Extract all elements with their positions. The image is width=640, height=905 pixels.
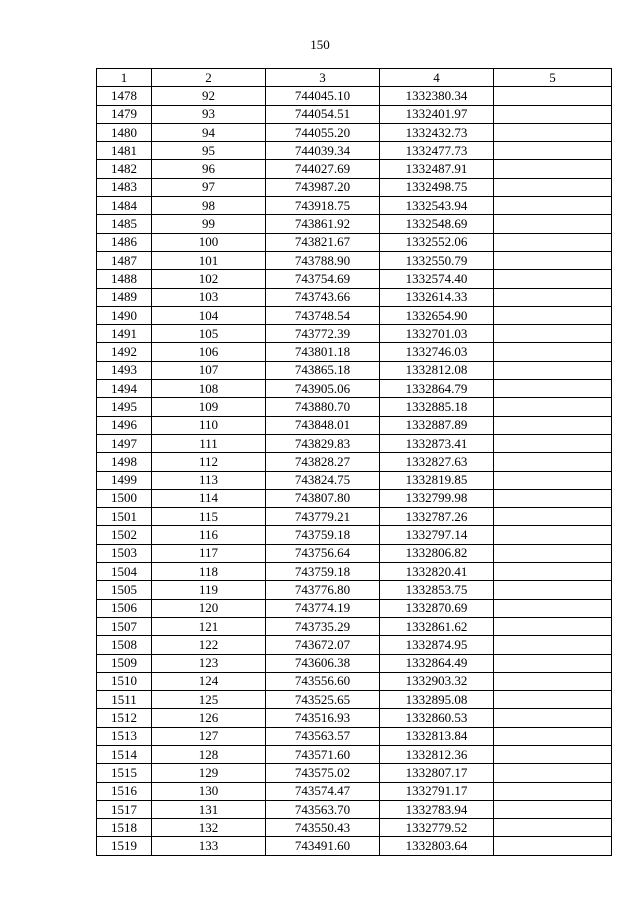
table-row [97,160,612,178]
note-cell [494,87,612,105]
note-cell [494,142,612,160]
note-cell [494,617,612,635]
y-coordinate-cell: 1332860.53 [380,709,494,727]
x-coordinate-cell: 743575.02 [266,764,380,782]
y-coordinate-cell: 1332654.90 [380,306,494,324]
y-coordinate-cell: 1332550.79 [380,251,494,269]
y-coordinate-cell: 1332812.08 [380,361,494,379]
y-coordinate-cell: 1332746.03 [380,343,494,361]
note-cell [494,654,612,672]
row-number-cell: 1479 [97,105,152,123]
row-number-cell: 1489 [97,288,152,306]
table-row [97,764,612,782]
point-number-cell: 104 [152,306,266,324]
row-number-cell: 1502 [97,526,152,544]
table-row [97,306,612,324]
row-number-cell: 1500 [97,489,152,507]
note-cell [494,178,612,196]
table-row [97,800,612,818]
point-number-cell: 97 [152,178,266,196]
y-coordinate-cell: 1332813.84 [380,727,494,745]
note-cell [494,398,612,416]
row-number-cell: 1498 [97,453,152,471]
y-coordinate-cell: 1332827.63 [380,453,494,471]
x-coordinate-cell: 743861.92 [266,215,380,233]
note-cell [494,471,612,489]
point-number-cell: 126 [152,709,266,727]
y-coordinate-cell: 1332807.17 [380,764,494,782]
y-coordinate-cell: 1332701.03 [380,325,494,343]
point-number-cell: 109 [152,398,266,416]
table-row [97,654,612,672]
x-coordinate-cell: 743743.66 [266,288,380,306]
column-header: 4 [380,69,494,87]
note-cell [494,837,612,855]
row-number-cell: 1496 [97,416,152,434]
row-number-cell: 1513 [97,727,152,745]
x-coordinate-cell: 743880.70 [266,398,380,416]
row-number-cell: 1504 [97,563,152,581]
row-number-cell: 1514 [97,745,152,763]
row-number-cell: 1483 [97,178,152,196]
y-coordinate-cell: 1332797.14 [380,526,494,544]
point-number-cell: 131 [152,800,266,818]
y-coordinate-cell: 1332783.94 [380,800,494,818]
x-coordinate-cell: 743563.70 [266,800,380,818]
point-number-cell: 100 [152,233,266,251]
y-coordinate-cell: 1332873.41 [380,434,494,452]
point-number-cell: 98 [152,197,266,215]
x-coordinate-cell: 743759.18 [266,526,380,544]
point-number-cell: 111 [152,434,266,452]
table-row [97,691,612,709]
row-number-cell: 1501 [97,508,152,526]
point-number-cell: 128 [152,745,266,763]
x-coordinate-cell: 743801.18 [266,343,380,361]
row-number-cell: 1494 [97,380,152,398]
x-coordinate-cell: 743574.47 [266,782,380,800]
table-row [97,434,612,452]
point-number-cell: 124 [152,672,266,690]
x-coordinate-cell: 743788.90 [266,251,380,269]
y-coordinate-cell: 1332861.62 [380,617,494,635]
note-cell [494,672,612,690]
x-coordinate-cell: 743606.38 [266,654,380,672]
point-number-cell: 102 [152,270,266,288]
table-row [97,599,612,617]
x-coordinate-cell: 743829.83 [266,434,380,452]
table-row [97,489,612,507]
y-coordinate-cell: 1332887.89 [380,416,494,434]
table-row [97,398,612,416]
note-cell [494,343,612,361]
point-number-cell: 113 [152,471,266,489]
row-number-cell: 1484 [97,197,152,215]
x-coordinate-cell: 743525.65 [266,691,380,709]
table-row [97,581,612,599]
y-coordinate-cell: 1332812.36 [380,745,494,763]
x-coordinate-cell: 743550.43 [266,819,380,837]
x-coordinate-cell: 743776.80 [266,581,380,599]
point-number-cell: 116 [152,526,266,544]
y-coordinate-cell: 1332806.82 [380,544,494,562]
x-coordinate-cell: 743754.69 [266,270,380,288]
y-coordinate-cell: 1332787.26 [380,508,494,526]
row-number-cell: 1491 [97,325,152,343]
y-coordinate-cell: 1332552.06 [380,233,494,251]
x-coordinate-cell: 743905.06 [266,380,380,398]
x-coordinate-cell: 743848.01 [266,416,380,434]
note-cell [494,800,612,818]
x-coordinate-cell: 743516.93 [266,709,380,727]
point-number-cell: 103 [152,288,266,306]
note-cell [494,508,612,526]
table-row [97,251,612,269]
x-coordinate-cell: 743779.21 [266,508,380,526]
x-coordinate-cell: 743821.67 [266,233,380,251]
point-number-cell: 123 [152,654,266,672]
row-number-cell: 1482 [97,160,152,178]
y-coordinate-cell: 1332380.34 [380,87,494,105]
note-cell [494,489,612,507]
note-cell [494,288,612,306]
row-number-cell: 1478 [97,87,152,105]
row-number-cell: 1506 [97,599,152,617]
x-coordinate-cell: 743824.75 [266,471,380,489]
column-header: 5 [494,69,612,87]
row-number-cell: 1510 [97,672,152,690]
point-number-cell: 118 [152,563,266,581]
table-row [97,197,612,215]
row-number-cell: 1505 [97,581,152,599]
table-row [97,819,612,837]
note-cell [494,727,612,745]
x-coordinate-cell: 743735.29 [266,617,380,635]
point-number-cell: 119 [152,581,266,599]
table-row [97,142,612,160]
row-number-cell: 1503 [97,544,152,562]
note-cell [494,563,612,581]
table-row [97,617,612,635]
x-coordinate-cell: 743491.60 [266,837,380,855]
point-number-cell: 114 [152,489,266,507]
note-cell [494,782,612,800]
x-coordinate-cell: 743987.20 [266,178,380,196]
table-row [97,636,612,654]
table-row [97,837,612,855]
y-coordinate-cell: 1332853.75 [380,581,494,599]
coordinates-table [96,68,612,856]
x-coordinate-cell: 743563.57 [266,727,380,745]
table-row [97,361,612,379]
y-coordinate-cell: 1332895.08 [380,691,494,709]
point-number-cell: 112 [152,453,266,471]
y-coordinate-cell: 1332487.91 [380,160,494,178]
row-number-cell: 1490 [97,306,152,324]
table-row [97,105,612,123]
point-number-cell: 106 [152,343,266,361]
row-number-cell: 1480 [97,123,152,141]
x-coordinate-cell: 743571.60 [266,745,380,763]
x-coordinate-cell: 743828.27 [266,453,380,471]
row-number-cell: 1511 [97,691,152,709]
point-number-cell: 99 [152,215,266,233]
row-number-cell: 1512 [97,709,152,727]
table-row [97,727,612,745]
row-number-cell: 1517 [97,800,152,818]
row-number-cell: 1509 [97,654,152,672]
row-number-cell: 1507 [97,617,152,635]
y-coordinate-cell: 1332432.73 [380,123,494,141]
note-cell [494,745,612,763]
x-coordinate-cell: 743756.64 [266,544,380,562]
note-cell [494,819,612,837]
y-coordinate-cell: 1332903.32 [380,672,494,690]
note-cell [494,215,612,233]
note-cell [494,764,612,782]
note-cell [494,599,612,617]
x-coordinate-cell: 743865.18 [266,361,380,379]
y-coordinate-cell: 1332614.33 [380,288,494,306]
note-cell [494,361,612,379]
row-number-cell: 1492 [97,343,152,361]
point-number-cell: 93 [152,105,266,123]
y-coordinate-cell: 1332548.69 [380,215,494,233]
row-number-cell: 1499 [97,471,152,489]
note-cell [494,160,612,178]
x-coordinate-cell: 743774.19 [266,599,380,617]
row-number-cell: 1508 [97,636,152,654]
table-row [97,343,612,361]
row-number-cell: 1495 [97,398,152,416]
row-number-cell: 1487 [97,251,152,269]
point-number-cell: 110 [152,416,266,434]
table-row [97,672,612,690]
table-row [97,508,612,526]
note-cell [494,123,612,141]
x-coordinate-cell: 743759.18 [266,563,380,581]
note-cell [494,270,612,288]
table-row [97,544,612,562]
y-coordinate-cell: 1332543.94 [380,197,494,215]
point-number-cell: 107 [152,361,266,379]
x-coordinate-cell: 744045.10 [266,87,380,105]
y-coordinate-cell: 1332803.64 [380,837,494,855]
x-coordinate-cell: 743807.80 [266,489,380,507]
point-number-cell: 132 [152,819,266,837]
x-coordinate-cell: 744055.20 [266,123,380,141]
note-cell [494,197,612,215]
row-number-cell: 1518 [97,819,152,837]
x-coordinate-cell: 743556.60 [266,672,380,690]
table-row [97,215,612,233]
row-number-cell: 1519 [97,837,152,855]
table-row [97,709,612,727]
point-number-cell: 105 [152,325,266,343]
table-row [97,270,612,288]
table-row [97,526,612,544]
x-coordinate-cell: 744054.51 [266,105,380,123]
table-row [97,325,612,343]
point-number-cell: 133 [152,837,266,855]
table-row [97,563,612,581]
y-coordinate-cell: 1332870.69 [380,599,494,617]
point-number-cell: 95 [152,142,266,160]
column-header: 2 [152,69,266,87]
x-coordinate-cell: 743918.75 [266,197,380,215]
table-row [97,87,612,105]
table-row [97,745,612,763]
table-row [97,453,612,471]
note-cell [494,709,612,727]
table-row [97,416,612,434]
table-row [97,471,612,489]
row-number-cell: 1516 [97,782,152,800]
note-cell [494,233,612,251]
table-row [97,288,612,306]
y-coordinate-cell: 1332864.49 [380,654,494,672]
point-number-cell: 122 [152,636,266,654]
row-number-cell: 1486 [97,233,152,251]
y-coordinate-cell: 1332791.17 [380,782,494,800]
note-cell [494,544,612,562]
table-row [97,782,612,800]
x-coordinate-cell: 744039.34 [266,142,380,160]
y-coordinate-cell: 1332799.98 [380,489,494,507]
table-body [97,87,612,855]
point-number-cell: 120 [152,599,266,617]
note-cell [494,306,612,324]
point-number-cell: 94 [152,123,266,141]
row-number-cell: 1493 [97,361,152,379]
y-coordinate-cell: 1332498.75 [380,178,494,196]
x-coordinate-cell: 744027.69 [266,160,380,178]
row-number-cell: 1488 [97,270,152,288]
point-number-cell: 125 [152,691,266,709]
table-row [97,123,612,141]
table-row [97,233,612,251]
y-coordinate-cell: 1332401.97 [380,105,494,123]
note-cell [494,526,612,544]
point-number-cell: 115 [152,508,266,526]
row-number-cell: 1481 [97,142,152,160]
point-number-cell: 130 [152,782,266,800]
column-header: 1 [97,69,152,87]
note-cell [494,636,612,654]
y-coordinate-cell: 1332864.79 [380,380,494,398]
point-number-cell: 101 [152,251,266,269]
note-cell [494,581,612,599]
note-cell [494,251,612,269]
x-coordinate-cell: 743772.39 [266,325,380,343]
row-number-cell: 1485 [97,215,152,233]
column-header: 3 [266,69,380,87]
note-cell [494,416,612,434]
row-number-cell: 1515 [97,764,152,782]
y-coordinate-cell: 1332874.95 [380,636,494,654]
note-cell [494,325,612,343]
table-row [97,380,612,398]
note-cell [494,453,612,471]
y-coordinate-cell: 1332820.41 [380,563,494,581]
row-number-cell: 1497 [97,434,152,452]
table-header-row [97,69,612,87]
page-number: 150 [310,37,330,52]
point-number-cell: 121 [152,617,266,635]
point-number-cell: 92 [152,87,266,105]
y-coordinate-cell: 1332574.40 [380,270,494,288]
point-number-cell: 108 [152,380,266,398]
point-number-cell: 117 [152,544,266,562]
y-coordinate-cell: 1332819.85 [380,471,494,489]
point-number-cell: 127 [152,727,266,745]
x-coordinate-cell: 743672.07 [266,636,380,654]
note-cell [494,691,612,709]
y-coordinate-cell: 1332477.73 [380,142,494,160]
x-coordinate-cell: 743748.54 [266,306,380,324]
note-cell [494,380,612,398]
table-row [97,178,612,196]
point-number-cell: 96 [152,160,266,178]
y-coordinate-cell: 1332779.52 [380,819,494,837]
point-number-cell: 129 [152,764,266,782]
note-cell [494,105,612,123]
y-coordinate-cell: 1332885.18 [380,398,494,416]
note-cell [494,434,612,452]
